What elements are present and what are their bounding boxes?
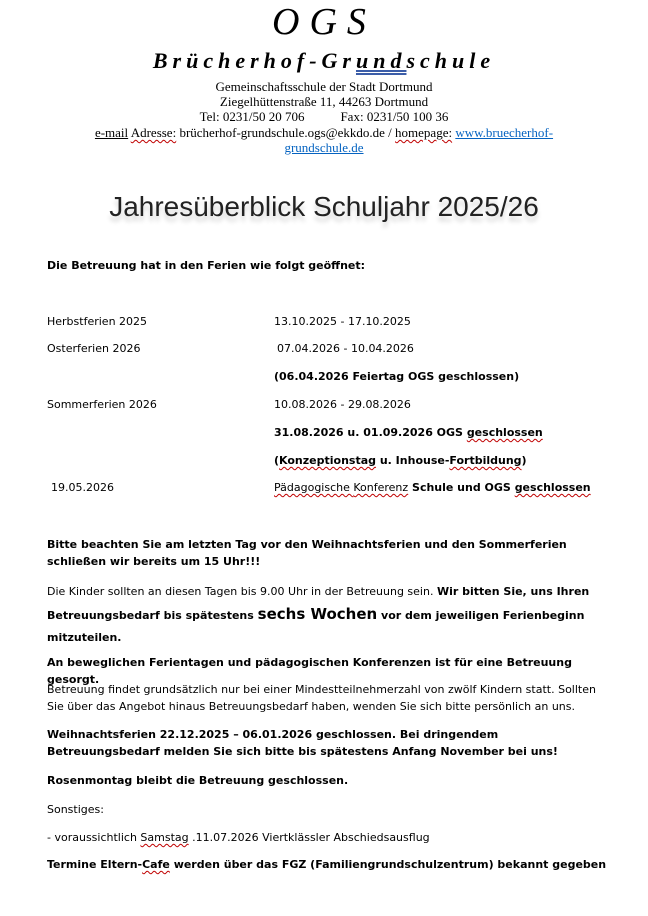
note-text: Schule und OGS [408, 481, 515, 494]
schedule-label-sommer: Sommerferien 2026 [47, 398, 157, 411]
schedule-label-ostern: Osterferien 2026 [47, 342, 141, 355]
phone-line [0, 109, 648, 124]
footer-text: werden über das FGZ (Familiengrundschulzentrum) bekannt gegeben [169, 858, 607, 871]
notice-mindestteilnehmer: Betreuung findet grundsätzlich nur bei einer Mindestteilnehmerzahl von zwölf Kindern statt. Sollten Sie über das Angebot hinaus Betreuungsbedarf haben, wenden Sie sich bitte persönlich an uns. [47, 683, 596, 713]
schedule-value-ostern: 07.04.2026 - 10.04.2026 [277, 342, 414, 355]
schedule-value-sommer: 10.08.2026 - 29.08.2026 [274, 398, 411, 411]
notice-bold-text: vor dem jeweiligen Ferienbeginn mitzuteilen. [47, 609, 585, 644]
schedule-note-feiertag: (06.04.2026 Feiertag OGS geschlossen) [274, 370, 520, 383]
footer-text-marked: Cafe [142, 858, 170, 871]
adresse-label: Adresse: [130, 125, 177, 140]
sonstiges-label: Sonstiges: [47, 803, 104, 816]
schedule-note-geschlossen [274, 426, 543, 440]
item-text-marked: Samstag [140, 831, 189, 844]
footer-eltern-cafe [47, 856, 607, 873]
address-line-1: Gemeinschaftsschule der Stadt Dortmund [215, 79, 433, 94]
note-text: ( [274, 454, 280, 467]
item-text: .11.07.2026 Viertklässler Abschiedsausflug [188, 831, 430, 844]
homepage-link-continued[interactable]: grundschule.de [284, 140, 364, 155]
schedule-label-konferenz: 19.05.2026 [51, 481, 114, 494]
schedule-value-konferenz [274, 481, 591, 495]
notice-weihnachtsferien: Weihnachtsferien 22.12.2025 – 06.01.2026 geschlossen. Bei dringendem Betreuungsbedarf melden Sie sich bitte bis spätestens Anfang November bei uns! [47, 728, 558, 758]
contact-line-2 [0, 140, 648, 155]
school-name-part-a: Brücherhof-Gr [152, 48, 356, 73]
page-title: Jahresüberblick Schuljahr 2025/26 [109, 191, 539, 222]
notice-bewegliche-tage: An beweglichen Ferientagen und pädagogischen Konferenzen ist für eine Betreuung gesorgt. [47, 656, 572, 686]
email-label: e-mail [94, 125, 129, 140]
notice-rosenmontag: Rosenmontag bleibt die Betreuung geschlossen. [47, 774, 349, 787]
phone-number: Tel: 0231/50 20 706 [199, 109, 305, 124]
notice-15-uhr: Bitte beachten Sie am letzten Tag vor den Weihnachtsferien und den Sommerferien schließen wir bereits um 15 Uhr!!! [47, 538, 567, 568]
email-address: brücherhof-grundschule.ogs@ekkdo.de / [179, 125, 392, 140]
footer-text: Termine Eltern- [47, 858, 143, 871]
item-text: - voraussichtlich [47, 831, 141, 844]
note-text-marked: geschlossen [514, 481, 591, 494]
notice-plain-text: Die Kinder sollten an diesen Tagen bis 9.00 Uhr in der Betreuung sein. [47, 585, 437, 598]
schedule-note-konzeptionstag [274, 454, 527, 468]
sonstiges-item [47, 829, 607, 846]
notice-anmeldung [47, 581, 607, 649]
note-text: 31.08.2026 u. 01.09.2026 OGS [274, 426, 467, 439]
note-text-marked: Fortbildung [449, 454, 522, 467]
contact-line [0, 125, 648, 140]
notice-bold-text: Wir bitten Sie, uns Ihren Betreuungsbedarf bis spätestens [47, 585, 590, 622]
homepage-label: homepage: [395, 125, 453, 140]
address-line-2: Ziegelhüttenstraße 11, 44263 Dortmund [219, 94, 429, 109]
note-text-marked: Konferenz [353, 481, 409, 494]
fax-number: Fax: 0231/50 100 36 [340, 109, 449, 124]
intro-text: Die Betreuung hat in den Ferien wie folgt geöffnet: [47, 259, 366, 272]
note-text-marked: Pädagogische [274, 481, 354, 494]
school-name-part-c: schule [406, 48, 496, 73]
note-text-marked: Konzeptionstag [279, 454, 377, 467]
schedule-label-herbst: Herbstferien 2025 [47, 315, 148, 328]
school-name [0, 48, 648, 74]
homepage-link[interactable]: www.bruecherhof- [455, 125, 554, 140]
note-text: ) [521, 454, 527, 467]
note-text-marked: geschlossen [466, 426, 543, 439]
note-text: u. Inhouse- [376, 454, 450, 467]
ogs-heading: OGS [272, 1, 376, 43]
school-name-part-b: und [355, 48, 407, 73]
schedule-value-herbst: 13.10.2025 - 17.10.2025 [274, 315, 411, 328]
notice-emphasis: sechs Wochen [257, 605, 378, 623]
